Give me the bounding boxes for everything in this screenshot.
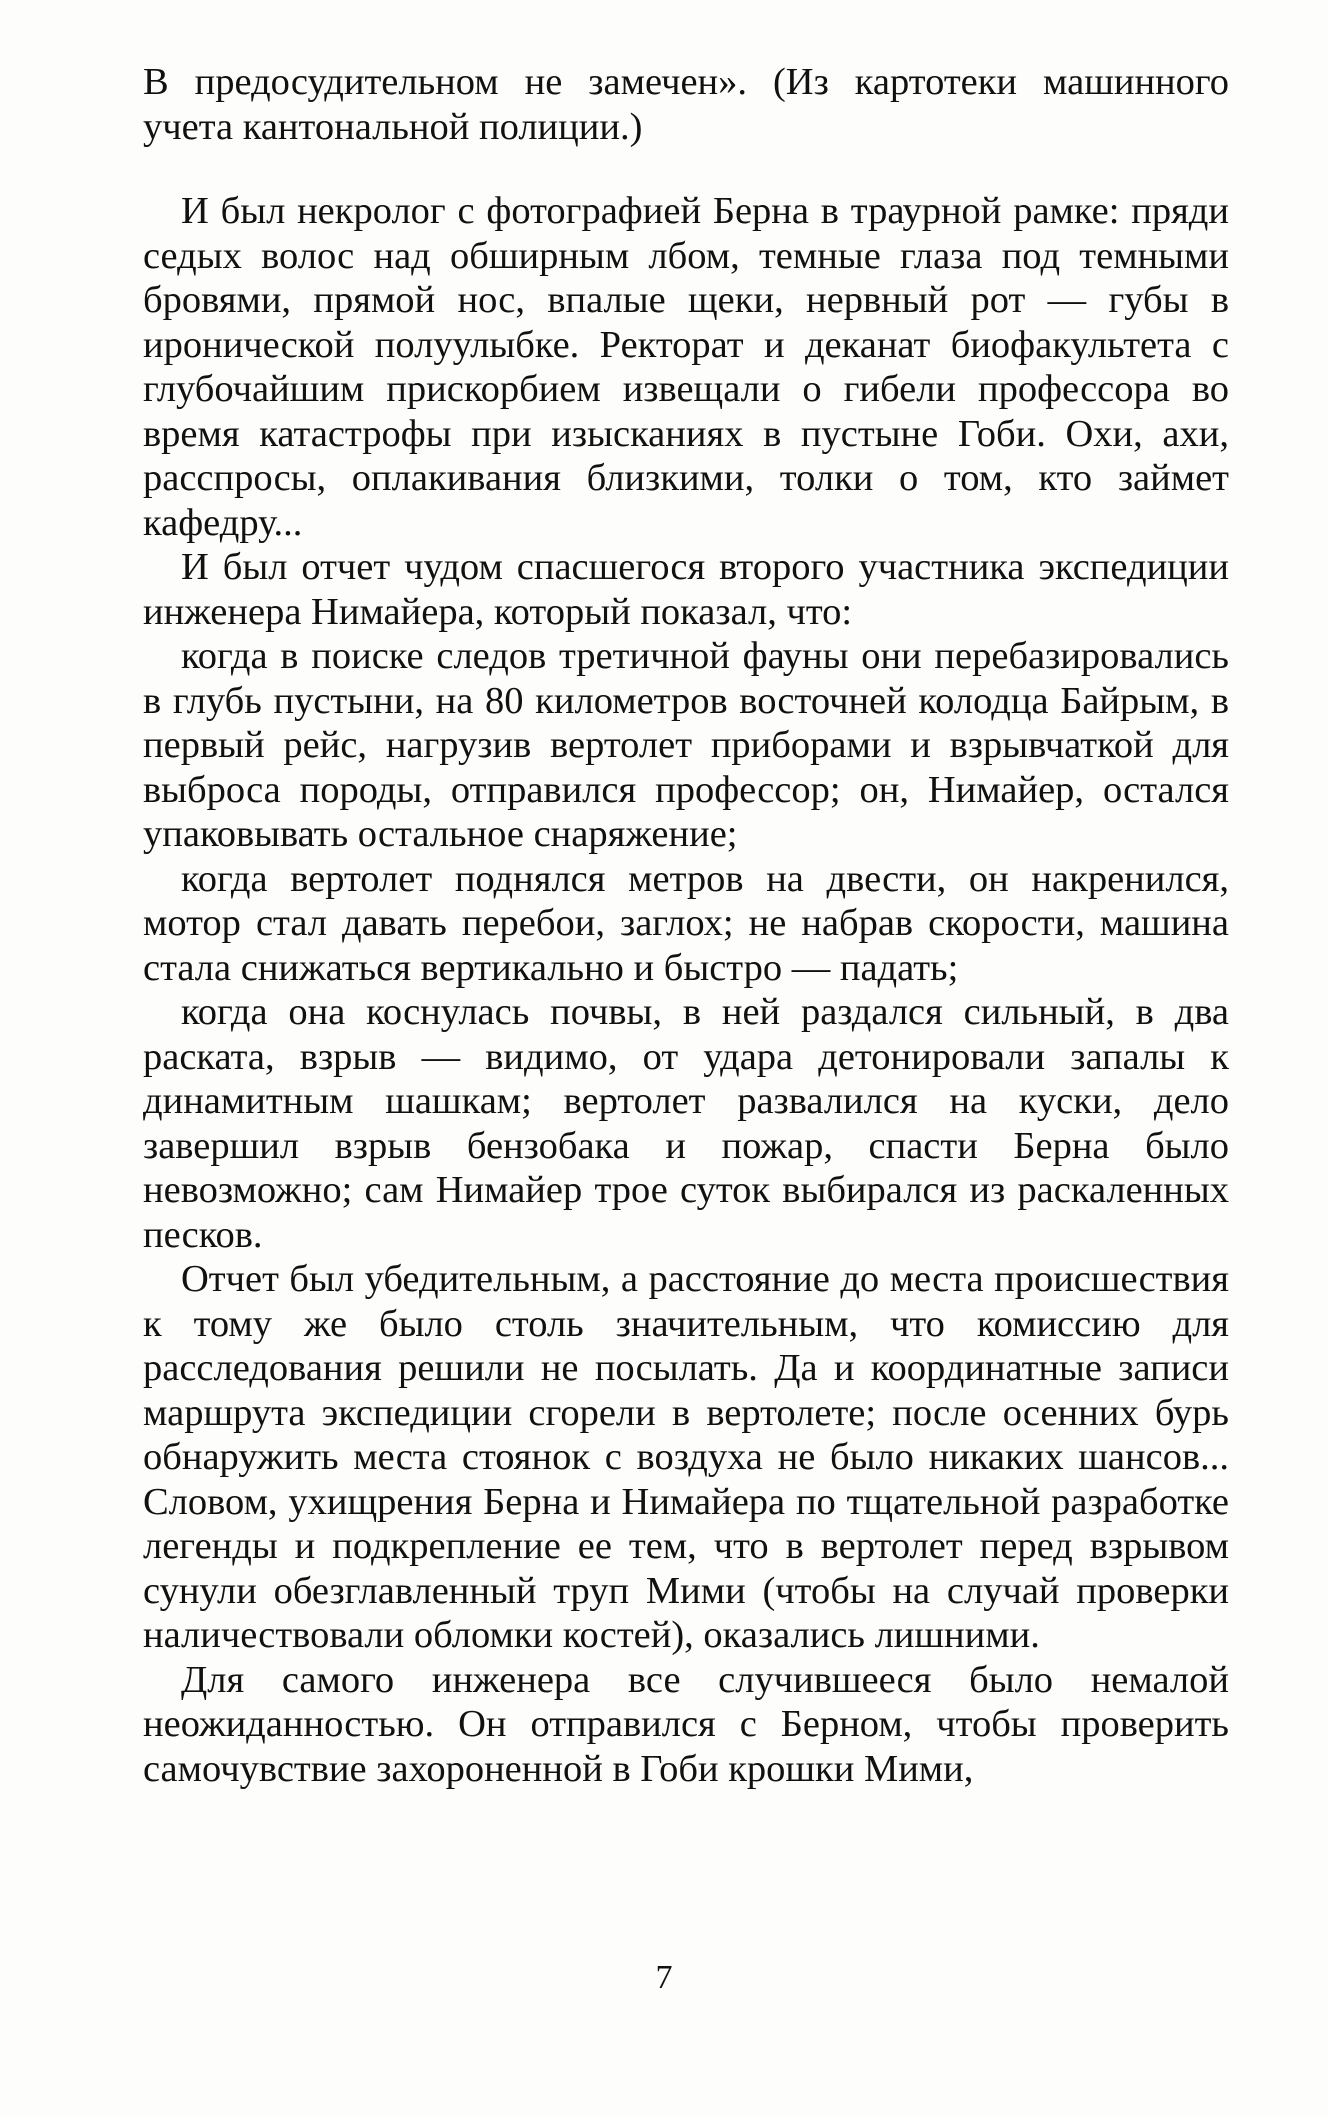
paragraph-7: Отчет был убедительным, а расстояние до места происшествия к тому же было столь значительным, что комиссию для расследования решили не посылать. Да и координатные записи маршрута экспедиции сгорели в вертолете; после осенних бурь обнаружить места стоянок с воздуха не было никаких шансов... Словом, ухищрения Берна и Нимайера по тщательной разработке легенды и подкрепление ее тем, что в вертолет перед взрывом сунули обезглавленный труп Мими (чтобы на случай проверки наличествовали обломки костей), оказались лишними. xyxy=(143,1258,1229,1656)
paragraph-5: когда вертолет поднялся метров на двести, он накренился, мотор стал давать перебои, заглох; не набрав скорости, машина стала снижаться вертикально и быстро — падать; xyxy=(143,857,1229,989)
paragraph-6: когда она коснулась почвы, в ней раздался сильный, в два раската, взрыв — видимо, от удара детонировали запалы к динамитным шашкам; вертолет развалился на куски, дело завершил взрыв бензобака и пожар, спасти Берна было невозможно; сам Нимайер трое суток выбирался из раскаленных песков. xyxy=(143,991,1229,1256)
paragraph-8: Для самого инженера все случившееся было немалой неожиданностью. Он отправился с Берном, чтобы проверить самочувствие захороненной в Гоби крошки Мими, xyxy=(143,1658,1229,1790)
paragraph-2: И был некролог с фотографией Берна в траурной рамке: пряди седых волос над обширным лбом, темные глаза под темными бровями, прямой нос, впалые щеки, нервный рот — губы в иронической полуулыбке. Ректорат и деканат биофакультета с глубочайшим прискорбием извещали о гибели профессора во время катастрофы при изысканиях в пустыне Гоби. Охи, ахи, расспросы, оплакивания близкими, толки о том, кто займет кафедру... xyxy=(143,190,1229,544)
paragraph-4: когда в поиске следов третичной фауны они перебазировались в глубь пустыни, на 80 километров восточней колодца Байрым, в первый рейс, нагрузив вертолет приборами и взрывчаткой для выброса породы, отправился профессор; он, Нимайер, остался упаковывать остальное снаряжение; xyxy=(143,635,1229,855)
paragraph-3: И был отчет чудом спасшегося второго участника экспедиции инженера Нимайера, который показал, что: xyxy=(143,546,1229,633)
paragraph-1: В предосудительном не замечен». (Из картотеки машинного учета кантональной полиции.) xyxy=(143,61,1229,148)
body-text xyxy=(143,60,1229,1791)
page-number: 7 xyxy=(655,1959,673,1996)
